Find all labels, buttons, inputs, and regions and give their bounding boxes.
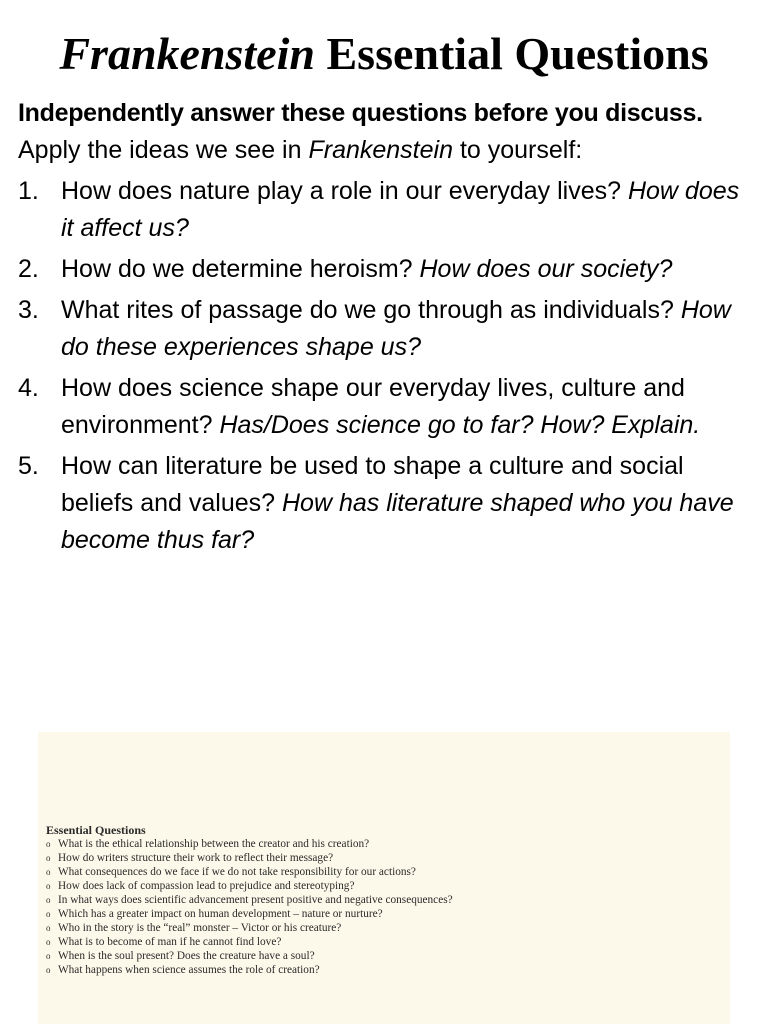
question-item	[18, 173, 758, 247]
circle-bullet-icon: o	[46, 923, 51, 933]
panel-list-item	[46, 935, 706, 949]
question-number: 5.	[18, 452, 39, 480]
question-item	[18, 292, 758, 366]
panel-list-item	[46, 893, 706, 907]
circle-bullet-icon: o	[46, 937, 51, 947]
question-number: 4.	[18, 374, 39, 402]
main-content	[18, 95, 758, 559]
question-main: How do we determine heroism?	[61, 255, 420, 283]
question-follow: How do these experiences shape us?	[61, 296, 731, 361]
essential-questions-panel	[38, 732, 730, 1024]
panel-item-text: What is to become of man if he cannot find love?	[58, 936, 282, 948]
panel-content	[46, 823, 706, 977]
question-main: What rites of passage do we go through as individuals?	[61, 296, 681, 324]
question-item	[18, 251, 758, 288]
circle-bullet-icon: o	[46, 881, 51, 891]
circle-bullet-icon: o	[46, 853, 51, 863]
question-main: How does science shape our everyday lives, culture and environment?	[61, 374, 685, 439]
title-book: Frankenstein	[59, 28, 315, 79]
question-follow: Has/Does science go to far? How? Explain.	[219, 411, 701, 439]
panel-list-item	[46, 949, 706, 963]
circle-bullet-icon: o	[46, 895, 51, 905]
apply-prefix: Apply the ideas we see in	[18, 136, 309, 164]
question-item	[18, 370, 758, 444]
title-rest: Essential Questions	[326, 28, 709, 79]
panel-item-text: How do writers structure their work to reflect their message?	[58, 852, 334, 864]
instruction-line: Independently answer these questions before you discuss.	[18, 99, 703, 127]
question-main: How can literature be used to shape a culture and social beliefs and values?	[61, 452, 684, 517]
question-number: 3.	[18, 296, 39, 324]
panel-list-item	[46, 907, 706, 921]
panel-list-item	[46, 851, 706, 865]
panel-item-text: When is the soul present? Does the creature have a soul?	[58, 950, 315, 962]
circle-bullet-icon: o	[46, 965, 51, 975]
panel-item-text: How does lack of compassion lead to prejudice and stereotyping?	[58, 880, 355, 892]
panel-item-text: What happens when science assumes the role of creation?	[58, 964, 320, 976]
panel-item-text: Which has a greater impact on human development – nature or nurture?	[58, 908, 383, 920]
circle-bullet-icon: o	[46, 867, 51, 877]
panel-heading: Essential Questions	[46, 823, 146, 837]
panel-list-item	[46, 921, 706, 935]
page-title	[0, 26, 768, 82]
panel-list-item	[46, 837, 706, 851]
panel-item-text: What consequences do we face if we do not take responsibility for our actions?	[58, 866, 416, 878]
panel-list-item	[46, 865, 706, 879]
panel-item-text: Who in the story is the “real” monster – Victor or his creature?	[58, 922, 342, 934]
panel-list-item	[46, 879, 706, 893]
question-follow: How has literature shaped who you have become thus far?	[61, 489, 734, 554]
question-follow: How does it affect us?	[61, 177, 740, 242]
panel-list-item	[46, 963, 706, 977]
panel-item-text: In what ways does scientific advancement present positive and negative consequences?	[58, 894, 453, 906]
question-follow: How does our society?	[419, 255, 673, 283]
circle-bullet-icon: o	[46, 839, 51, 849]
apply-suffix: to yourself:	[453, 136, 583, 164]
question-item	[18, 448, 758, 559]
question-number: 2.	[18, 255, 39, 283]
question-main: How does nature play a role in our everyday lives?	[61, 177, 628, 205]
circle-bullet-icon: o	[46, 909, 51, 919]
panel-item-text: What is the ethical relationship between the creator and his creation?	[58, 838, 370, 850]
question-list	[18, 173, 758, 559]
panel-list	[46, 837, 706, 977]
circle-bullet-icon: o	[46, 951, 51, 961]
apply-line	[18, 132, 758, 169]
question-number: 1.	[18, 177, 39, 205]
apply-book: Frankenstein	[308, 136, 453, 164]
